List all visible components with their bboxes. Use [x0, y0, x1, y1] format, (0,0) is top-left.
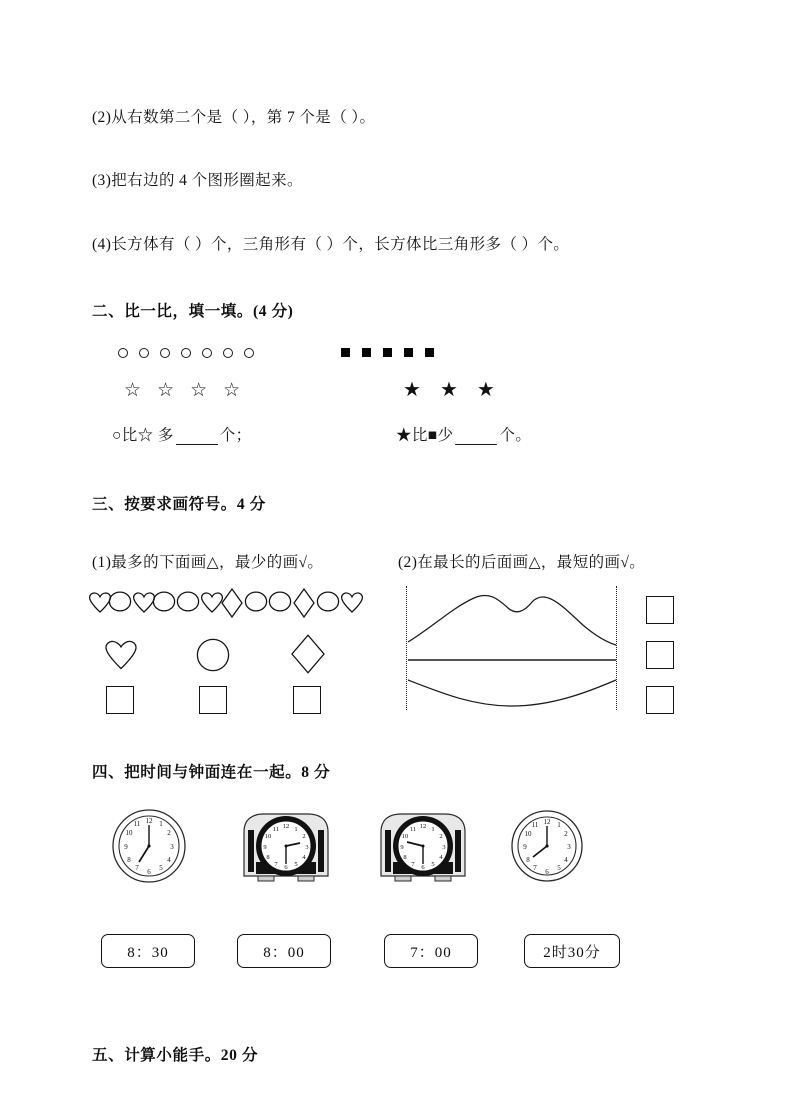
svg-text:7: 7	[135, 864, 139, 872]
time-label-4[interactable]: 2时30分	[524, 934, 620, 968]
question-1-3: (3)把右边的 4 个图形圈起来。	[92, 172, 303, 189]
svg-text:12: 12	[543, 818, 551, 826]
shape-sequence-row	[88, 588, 360, 614]
svg-text:8: 8	[403, 854, 407, 861]
diamond-icon	[220, 588, 244, 614]
svg-text:7: 7	[533, 864, 537, 872]
open-circle-icon	[202, 348, 212, 358]
clock-face-1[interactable]	[110, 806, 188, 891]
svg-text:12: 12	[282, 823, 290, 830]
time-label-3[interactable]: 7：00	[384, 934, 478, 968]
svg-text:2: 2	[167, 829, 171, 837]
curve-comparison-group	[404, 582, 624, 715]
answer-blank[interactable]	[455, 431, 497, 445]
section-five-heading: 五、计算小能手。20 分	[92, 1047, 259, 1064]
filled-star-icon: ★	[439, 379, 458, 401]
svg-text:1: 1	[557, 821, 561, 829]
compare-right-suffix: 个。	[499, 427, 532, 444]
filled-star-group-right	[403, 380, 510, 400]
svg-text:11: 11	[272, 826, 280, 833]
svg-text:5: 5	[294, 861, 298, 868]
svg-text:2: 2	[564, 830, 568, 838]
guide-line-right	[616, 586, 617, 710]
svg-text:4: 4	[439, 854, 443, 861]
svg-text:5: 5	[159, 864, 163, 872]
heart-icon	[88, 592, 108, 610]
heart-icon	[132, 592, 152, 610]
svg-text:9: 9	[124, 843, 128, 851]
heart-icon	[340, 592, 360, 610]
filled-square-icon	[383, 348, 392, 357]
svg-text:3: 3	[305, 844, 309, 851]
open-star-icon: ☆	[223, 380, 241, 401]
svg-text:9: 9	[523, 843, 527, 851]
clock-face-2[interactable]	[238, 806, 334, 893]
curve-answer-box[interactable]	[646, 596, 674, 624]
open-star-icon: ☆	[124, 380, 142, 401]
filled-star-icon: ★	[403, 379, 421, 401]
svg-text:2: 2	[439, 833, 443, 840]
circle-icon	[244, 591, 268, 612]
compare-right-prefix: ★比■少	[396, 427, 454, 444]
svg-text:6: 6	[147, 868, 151, 876]
open-circle-icon	[160, 348, 170, 358]
open-circle-icon	[244, 348, 254, 358]
svg-text:4: 4	[302, 854, 306, 861]
open-star-group-left	[124, 381, 252, 400]
open-star-icon: ☆	[157, 380, 175, 401]
svg-text:1: 1	[294, 826, 298, 833]
curve-answer-box[interactable]	[646, 686, 674, 714]
svg-text:6: 6	[545, 868, 549, 876]
svg-text:11: 11	[133, 820, 141, 828]
clock-face-4[interactable]	[508, 806, 586, 891]
open-circle-icon	[181, 348, 191, 358]
legend-diamond-icon	[290, 634, 326, 679]
diamond-icon	[292, 588, 316, 614]
curves-svg	[404, 582, 624, 710]
circle-icon	[268, 591, 292, 612]
svg-text:7: 7	[274, 861, 278, 868]
answer-box[interactable]	[199, 686, 227, 714]
svg-text:4: 4	[564, 856, 568, 864]
circle-icon	[176, 591, 200, 612]
filled-square-icon	[362, 348, 371, 357]
guide-line-left	[406, 586, 407, 710]
open-circle-icon	[118, 348, 128, 358]
question-1-2: (2)从右数第二个是（ ），第 7 个是（ ）。	[92, 109, 376, 126]
answer-box[interactable]	[293, 686, 321, 714]
svg-text:11: 11	[409, 826, 417, 833]
question-3-2-prompt: (2)在最长的后面画△，最短的画√。	[398, 554, 646, 571]
wavy-long-curve	[408, 595, 616, 645]
svg-text:8: 8	[127, 856, 131, 864]
open-circle-icon	[139, 348, 149, 358]
compare-question-left	[112, 423, 252, 445]
question-3-1-prompt: (1)最多的下面画△，最少的画√。	[92, 554, 324, 571]
compare-left-prefix: ○比☆ 多	[112, 427, 174, 444]
svg-text:8: 8	[266, 854, 270, 861]
section-two-heading: 二、比一比，填一填。(4 分)	[92, 303, 294, 320]
answer-blank[interactable]	[176, 431, 218, 445]
circle-icon	[316, 591, 340, 612]
svg-text:10: 10	[524, 830, 532, 838]
circle-group-left	[118, 345, 261, 361]
svg-text:6: 6	[421, 864, 425, 871]
svg-text:4: 4	[167, 856, 171, 864]
filled-square-icon	[425, 348, 434, 357]
svg-text:12: 12	[145, 817, 153, 825]
time-label-1[interactable]: 8：30	[101, 934, 195, 968]
svg-text:5: 5	[557, 864, 561, 872]
open-star-icon: ☆	[190, 380, 208, 401]
answer-box[interactable]	[106, 686, 134, 714]
filled-square-icon	[341, 348, 350, 357]
filled-star-icon: ★	[476, 379, 495, 401]
svg-text:7: 7	[411, 861, 415, 868]
svg-text:9: 9	[400, 844, 404, 851]
legend-heart-icon	[104, 640, 138, 675]
legend-circle-icon	[196, 638, 230, 677]
open-circle-icon	[223, 348, 233, 358]
svg-text:11: 11	[531, 821, 539, 829]
filled-square-icon	[404, 348, 413, 357]
svg-text:5: 5	[431, 861, 435, 868]
svg-text:10: 10	[264, 833, 272, 840]
shallow-arc	[408, 680, 616, 706]
curve-answer-box[interactable]	[646, 641, 674, 669]
svg-text:10: 10	[125, 829, 133, 837]
compare-question-right	[396, 423, 531, 445]
svg-text:9: 9	[263, 844, 267, 851]
time-label-2[interactable]: 8：00	[237, 934, 331, 968]
section-three-heading: 三、按要求画符号。4 分	[92, 496, 266, 513]
compare-left-suffix: 个；	[219, 427, 252, 444]
circle-icon	[108, 591, 132, 612]
svg-text:3: 3	[442, 844, 446, 851]
svg-text:2: 2	[302, 833, 306, 840]
svg-text:8: 8	[526, 856, 530, 864]
svg-text:1: 1	[159, 820, 163, 828]
svg-text:10: 10	[401, 833, 409, 840]
svg-text:6: 6	[284, 864, 288, 871]
heart-icon	[200, 592, 220, 610]
section-four-heading: 四、把时间与钟面连在一起。8 分	[92, 764, 331, 781]
svg-text:12: 12	[419, 823, 427, 830]
circle-icon	[152, 591, 176, 612]
svg-text:3: 3	[170, 843, 174, 851]
svg-text:1: 1	[431, 826, 435, 833]
square-group-right	[341, 344, 442, 360]
question-1-4: (4)长方体有（ ）个，三角形有（ ）个，长方体比三角形多（ ）个。	[92, 236, 570, 253]
clock-face-3[interactable]	[375, 806, 471, 893]
svg-text:3: 3	[567, 843, 571, 851]
